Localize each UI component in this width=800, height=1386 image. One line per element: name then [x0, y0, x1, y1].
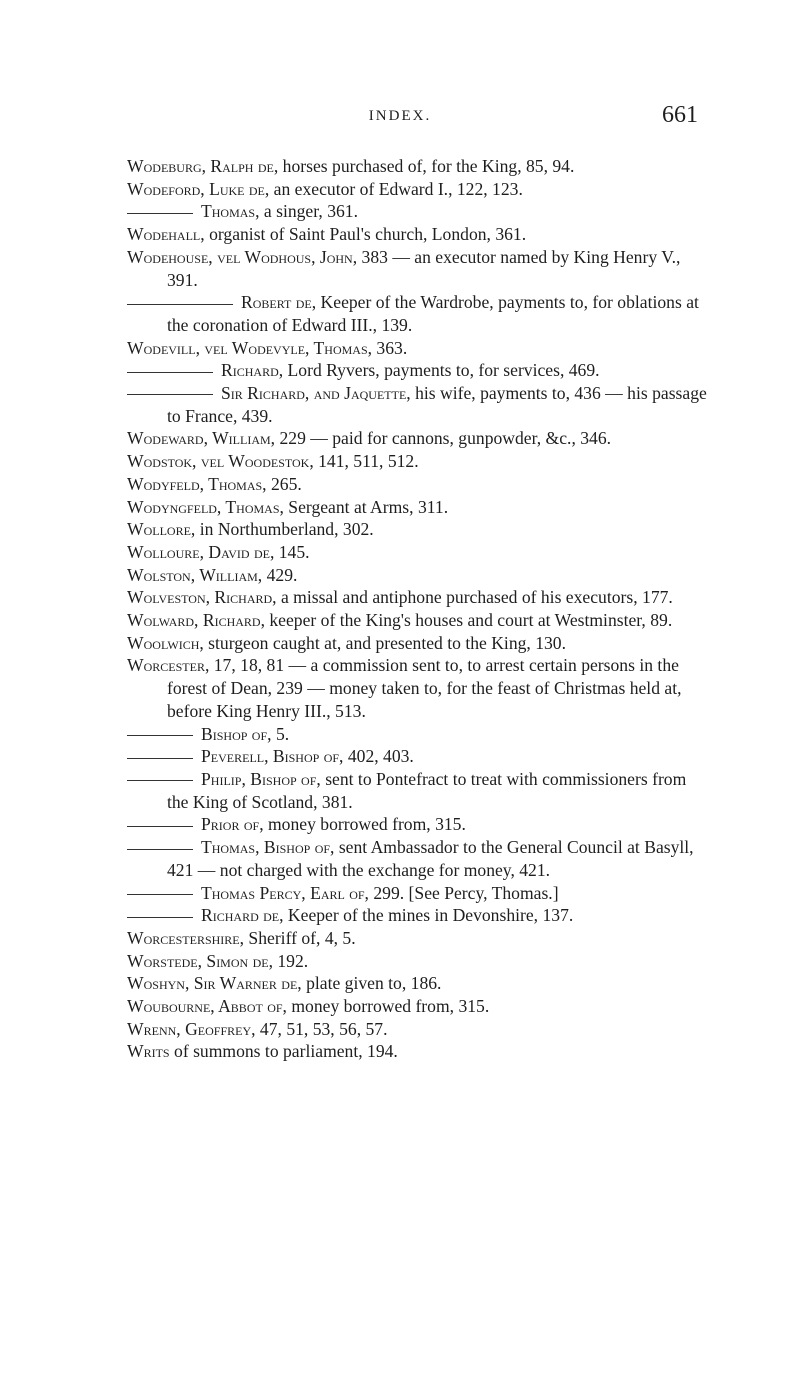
index-subentry [127, 836, 707, 881]
entry-heading: Woshyn, Sir Warner de, [127, 973, 302, 994]
entry-heading: Prior of, [201, 814, 264, 835]
index-subentry [127, 382, 707, 427]
ditto-rule [127, 780, 193, 781]
entry-text: sent to Pontefract to treat with commissioners from the King of Scotland, 381. [167, 768, 687, 812]
entry-text: money borrowed from, 315. [286, 996, 490, 1017]
ditto-rule [127, 758, 193, 759]
index-entry [127, 1040, 707, 1063]
index-entry [127, 950, 707, 973]
entry-heading: Thomas, [201, 201, 260, 222]
index-subentry [127, 813, 707, 836]
index-entry [127, 496, 707, 519]
index-entry [127, 972, 707, 995]
index-entry [127, 246, 707, 291]
index-subentry [127, 723, 707, 746]
entry-text: a singer, 361. [259, 201, 358, 222]
entry-heading: Sir Richard, and Jaquette, [221, 383, 411, 404]
index-entry [127, 450, 707, 473]
index-entries [127, 155, 707, 1063]
index-entry [127, 1018, 707, 1041]
entry-heading: Woubourne, Abbot of, [127, 996, 287, 1017]
entry-text: his wife, payments to, 436 — his passage to France, 439. [167, 383, 707, 426]
index-subentry [127, 200, 707, 223]
entry-heading: Bishop of, [201, 723, 272, 744]
entry-heading: Richard de, [201, 905, 284, 926]
entry-heading: Richard, [221, 360, 284, 381]
entry-text: keeper of the King's houses and court at Westminster, 89. [264, 610, 673, 631]
entry-heading: Wodeford, Luke de, [127, 178, 270, 199]
entry-text: 5. [271, 723, 290, 744]
entry-text: Sheriff of, 4, 5. [244, 927, 356, 948]
index-entry [127, 632, 707, 655]
ditto-rule [127, 304, 233, 305]
index-entry [127, 337, 707, 360]
entry-heading: Thomas Percy, Earl of, [201, 882, 369, 903]
entry-text: horses purchased of, for the King, 85, 94. [278, 156, 575, 176]
entry-text: 363. [372, 337, 408, 358]
entry-text: 141, 511, 512. [313, 451, 419, 472]
index-subentry [127, 768, 707, 813]
index-entry [127, 586, 707, 609]
entry-heading: Wodeburg, Ralph de, [127, 156, 279, 176]
entry-heading: Wolward, Richard, [127, 610, 265, 631]
entry-text: of summons to parliament, 194. [169, 1041, 398, 1062]
entry-heading: Worstede, Simon de, [127, 950, 273, 971]
index-subentry [127, 359, 707, 382]
entry-heading: Wrenn, Geoffrey, [127, 1018, 256, 1039]
entry-text: an executor of Edward I., 122, 123. [269, 178, 523, 199]
index-entry [127, 473, 707, 496]
ditto-rule [127, 917, 193, 918]
ditto-rule [127, 394, 213, 395]
ditto-rule [127, 826, 193, 827]
entry-heading: Wolloure, David de, [127, 541, 275, 562]
entry-text: sturgeon caught at, and presented to the King, 130. [203, 632, 566, 653]
entry-text: organist of Saint Paul's church, London, 361. [204, 224, 527, 245]
entry-heading: Thomas, Bishop of, [201, 837, 335, 858]
entry-text: 47, 51, 53, 56, 57. [255, 1018, 388, 1039]
index-subentry [127, 882, 707, 905]
entry-heading: Peverell, Bishop of, [201, 746, 344, 767]
index-entry [127, 427, 707, 450]
ditto-rule [127, 735, 193, 736]
entry-text: 265. [266, 473, 302, 494]
entry-text: 429. [262, 564, 298, 585]
entry-heading: Wolston, William, [127, 564, 263, 585]
entry-heading: Robert de, [241, 292, 317, 313]
index-subentry [127, 904, 707, 927]
index-entry [127, 223, 707, 246]
entry-text: plate given to, 186. [301, 973, 442, 994]
entry-heading: Worcester, [127, 655, 210, 676]
ditto-rule [127, 849, 193, 850]
index-entry [127, 564, 707, 587]
entry-text: 229 — paid for cannons, gunpowder, &c., 346. [275, 428, 612, 449]
ditto-rule [127, 894, 193, 895]
running-head [0, 104, 800, 128]
entry-heading: Wodyfeld, Thomas, [127, 473, 267, 494]
entry-text: 402, 403. [343, 746, 414, 767]
index-entry [127, 995, 707, 1018]
index-entry [127, 609, 707, 632]
entry-text: 299. [See Percy, Thomas.] [368, 882, 559, 903]
entry-text: money borrowed from, 315. [263, 814, 466, 835]
entry-text: 17, 18, 81 — a commission sent to, to arrest certain persons in the forest of Dean, 239 — money taken to, for the feast of Christmas held at, before King Henry III., 513. [167, 655, 682, 721]
entry-heading: Philip, Bishop of, [201, 768, 321, 789]
entry-heading: Writs [127, 1041, 170, 1062]
entry-heading: Woolwich, [127, 632, 204, 653]
entry-heading: Wodstok, vel Woodestok, [127, 451, 314, 472]
index-entry [127, 155, 707, 178]
entry-heading: Worcestershire, [127, 927, 245, 948]
ditto-rule [127, 372, 213, 373]
entry-heading: Wodevill, vel Wodevyle, Thomas, [127, 337, 373, 358]
page-number: 661 [662, 102, 698, 128]
entry-text: 192. [272, 950, 309, 971]
entry-text: sent Ambassador to the General Council at Basyll, 421 — not charged with the exchange for money, 421. [167, 837, 694, 880]
index-subentry [127, 291, 707, 336]
entry-text: Keeper of the mines in Devonshire, 137. [283, 905, 574, 926]
entry-heading: Wodeward, William, [127, 428, 276, 449]
index-subentry [127, 745, 707, 768]
running-title: INDEX. [368, 108, 432, 124]
entry-text: Keeper of the Wardrobe, payments to, for oblations at the coronation of Edward III., 139. [167, 292, 699, 335]
entry-heading: Wollore, [127, 519, 196, 540]
index-entry [127, 178, 707, 201]
index-entry [127, 654, 707, 722]
entry-text: Lord Ryvers, payments to, for services, 469. [283, 360, 600, 381]
index-entry [127, 541, 707, 564]
ditto-rule [127, 213, 193, 214]
entry-text: in Northumberland, 302. [195, 519, 374, 540]
entry-heading: Wodyngfeld, Thomas, [127, 496, 284, 517]
index-entry [127, 518, 707, 541]
entry-heading: Wodehouse, vel Wodhous, John, [127, 246, 358, 267]
entry-text: Sergeant at Arms, 311. [283, 496, 449, 517]
entry-heading: Wodehall, [127, 224, 205, 245]
entry-heading: Wolveston, Richard, [127, 587, 277, 608]
index-entry [127, 927, 707, 950]
entry-text: a missal and antiphone purchased of his executors, 177. [276, 587, 673, 608]
entry-text: 383 — an executor named by King Henry V., 391. [167, 246, 681, 290]
entry-text: 145. [274, 541, 310, 562]
